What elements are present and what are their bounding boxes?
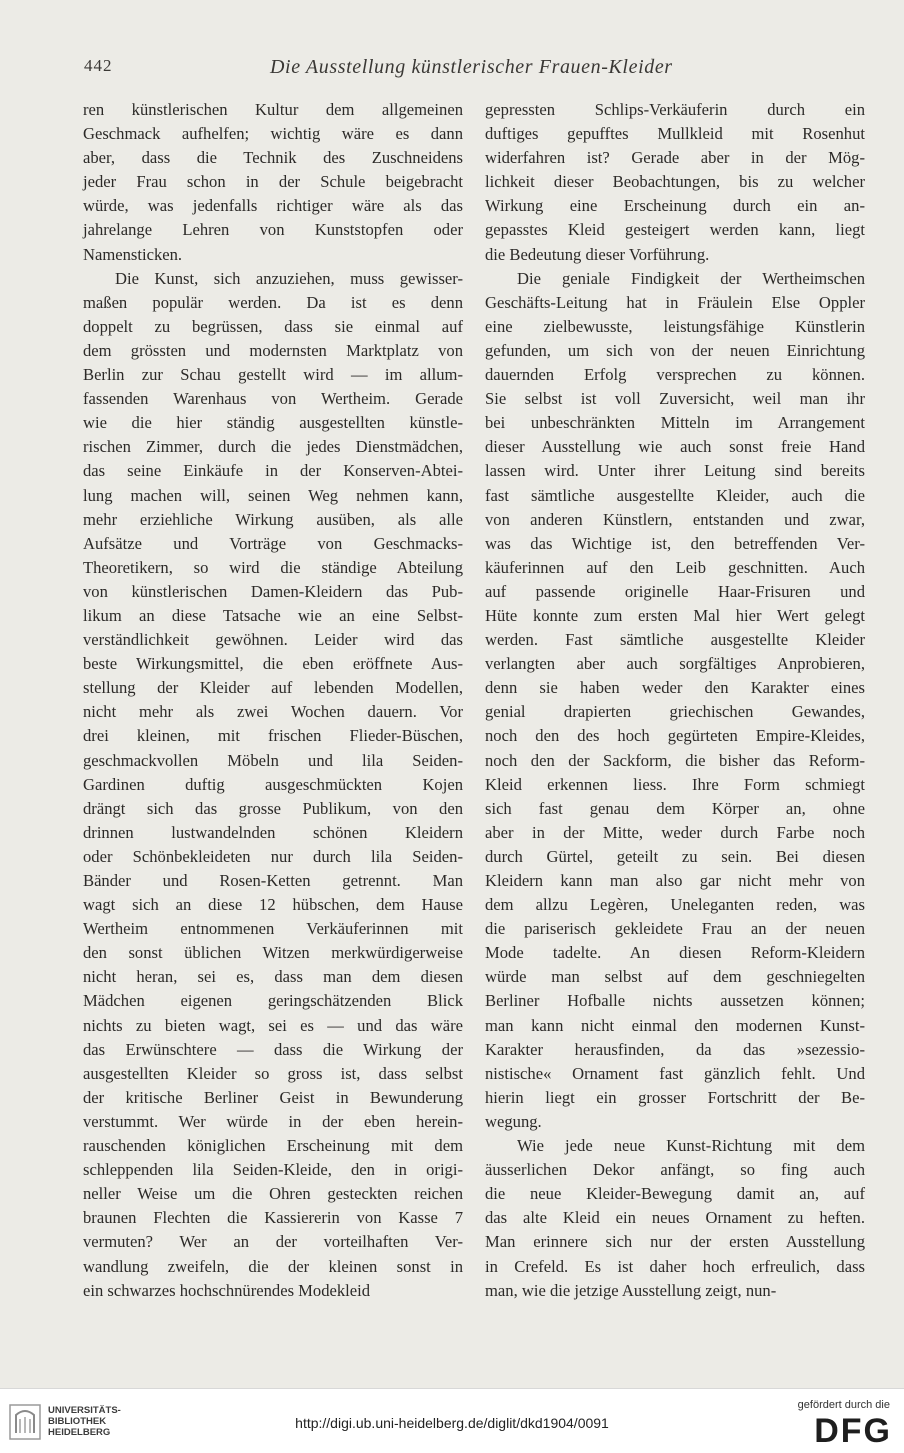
text-line: das seine Einkäufe in der Konserven-Abtei- bbox=[83, 461, 463, 481]
text-line: stellung der Kleider auf lebenden Modellen, bbox=[83, 678, 463, 698]
text-line: werden. Fast sämtliche ausgestellte Kleider bbox=[485, 630, 865, 650]
text-line: bei unbeschränkten Mitteln im Arrangement bbox=[485, 413, 865, 433]
text-line: in Crefeld. Es ist daher hoch erfreulich, dass bbox=[485, 1256, 865, 1276]
text-line: lichkeit dieser Beobachtungen, bis zu welcher bbox=[485, 172, 865, 192]
text-line: noch den der Sackform, die bisher das Reform- bbox=[485, 750, 865, 770]
library-name-line: UNIVERSITÄTS- bbox=[48, 1405, 121, 1416]
text-line: eine zielbewusste, leistungsfähige Künstlerin bbox=[485, 316, 865, 336]
text-line: noch den des hoch gegürteten Empire-Kleides, bbox=[485, 726, 865, 746]
text-line: dieser Ausstellung wie auch sonst freie Hand bbox=[485, 437, 865, 457]
text-line: Berlin zur Schau gestellt wird — im allum- bbox=[83, 365, 463, 385]
text-line: Man erinnere sich nur der ersten Ausstellung bbox=[485, 1232, 865, 1252]
text-line: die pariserisch gekleidete Frau an der neuen bbox=[485, 919, 865, 939]
text-line: dauernden Erfolg versprechen zu können. bbox=[485, 365, 865, 385]
text-line: gepasstes Kleid gesteigert werden kann, liegt bbox=[485, 220, 865, 240]
text-line: beste Wirkungsmittel, die eben eröffnete Aus- bbox=[83, 654, 463, 674]
text-line: dem grössten und modernsten Marktplatz von bbox=[83, 340, 463, 360]
text-line: ren künstlerischen Kultur dem allgemeinen bbox=[83, 100, 463, 119]
text-line: hierin liegt ein grosser Fortschritt der Be- bbox=[485, 1087, 865, 1107]
left-text-column bbox=[83, 98, 463, 1303]
text-line: genial drapierten griechischen Gewandes, bbox=[485, 702, 865, 722]
text-line: Bänder und Rosen-Ketten getrennt. Man bbox=[83, 871, 463, 890]
text-line: lassen wird. Unter ihrer Leitung sind bereits bbox=[485, 461, 865, 481]
text-line: nicht mehr als zwei Wochen dauern. Vor bbox=[83, 702, 463, 722]
text-line: Kleidern kann man also gar nicht mehr von bbox=[485, 871, 865, 890]
text-line: durch Gürtel, geteilt zu sein. Bei diesen bbox=[485, 846, 865, 866]
text-line: braunen Flechten die Kassiererin von Kasse 7 bbox=[83, 1208, 463, 1228]
text-line: Aufsätze und Vorträge von Geschmacks- bbox=[83, 533, 463, 553]
text-line: das Erwünschtere — dass die Wirkung der bbox=[83, 1039, 463, 1059]
text-line: die neue Kleider-Bewegung damit an, auf bbox=[485, 1184, 865, 1204]
text-line: Geschäfts-Leitung hat in Fräulein Else Oppler bbox=[485, 292, 865, 312]
text-line: dem allzu Legèren, Uneleganten reden, was bbox=[485, 895, 865, 915]
text-line: drinnen lustwandelnden schönen Kleidern bbox=[83, 822, 463, 842]
text-line: fast sämtliche ausgestellte Kleider, auch die bbox=[485, 485, 865, 505]
text-line: Hüte konnte zum ersten Mal hier Wert gelegt bbox=[485, 605, 865, 625]
text-line: rauschenden königlichen Erscheinung mit dem bbox=[83, 1136, 463, 1156]
permalink-url[interactable]: http://digi.ub.uni-heidelberg.de/diglit/dkd1904/0091 bbox=[295, 1415, 609, 1431]
text-line: oder Schönbekleideten nur durch lila Seiden- bbox=[83, 846, 463, 866]
funding-note: gefördert durch die bbox=[797, 1399, 890, 1411]
text-line: mehr erziehliche Wirkung ausüben, als alle bbox=[83, 509, 463, 529]
text-line: Wirkung eine Erscheinung durch ein an- bbox=[485, 196, 865, 216]
text-line: von anderen Künstlern, entstanden und zwar, bbox=[485, 509, 865, 529]
text-line: wie die hier ständig ausgestellten künstle- bbox=[83, 413, 463, 433]
text-line: maßen populär werden. Da ist es denn bbox=[83, 292, 463, 312]
text-line: das alte Kleid ein neues Ornament zu heften. bbox=[485, 1208, 865, 1228]
page-header bbox=[0, 56, 904, 84]
text-line: wandlung zweifeln, die der kleinen sonst in bbox=[83, 1256, 463, 1276]
text-line: man kann nicht einmal den modernen Kunst- bbox=[485, 1015, 865, 1035]
text-line: würde man selbst auf dem geschniegelten bbox=[485, 967, 865, 987]
text-line: auf passende originelle Haar-Frisuren und bbox=[485, 581, 865, 601]
text-line: drängt sich das grosse Publikum, von den bbox=[83, 798, 463, 818]
text-line: würde, was jedenfalls richtiger wäre als das bbox=[83, 196, 463, 216]
text-line: likum an diese Tatsache wie an eine Selbst- bbox=[83, 605, 463, 625]
text-line: wegung. bbox=[485, 1111, 542, 1131]
text-line: aber in der Mitte, weder durch Farbe noch bbox=[485, 822, 865, 842]
text-line: wagt sich an diese 12 hübschen, dem Hause bbox=[83, 895, 463, 915]
text-line: ein schwarzes hochschnürendes Modekleid bbox=[83, 1280, 371, 1300]
right-text-column bbox=[485, 98, 865, 1303]
text-line: Die geniale Findigkeit der Wertheimschen bbox=[517, 268, 865, 288]
text-line: drei kleinen, mit frischen Flieder-Büschen, bbox=[83, 726, 463, 746]
text-line: man, wie die jetzige Ausstellung zeigt, nun- bbox=[485, 1280, 777, 1300]
text-line: vermuten? Wer an der vorteilhaften Ver- bbox=[83, 1232, 463, 1252]
text-line: Wie jede neue Kunst-Richtung mit dem bbox=[517, 1136, 865, 1156]
text-line: die Bedeutung dieser Vorführung. bbox=[485, 244, 710, 264]
text-line: nistische« Ornament fast gänzlich fehlt. Und bbox=[485, 1063, 865, 1083]
text-line: Kleid erkennen liess. Ihre Form schmiegt bbox=[485, 774, 865, 794]
text-line: der kritische Berliner Geist in Bewunderung bbox=[83, 1087, 463, 1107]
library-name-line: HEIDELBERG bbox=[48, 1427, 111, 1438]
text-line: fassenden Warenhaus von Wertheim. Gerade bbox=[83, 389, 463, 409]
text-line: Karakter herausfinden, da das »sezessio- bbox=[485, 1039, 865, 1059]
text-line: Mädchen eigenen geringschätzenden Blick bbox=[83, 991, 463, 1011]
text-line: doppelt zu begrüssen, dass sie einmal auf bbox=[83, 316, 463, 336]
text-line: geschmackvollen Möbeln und lila Seiden- bbox=[83, 750, 463, 770]
text-line: gefunden, um sich von der neuen Einrichtung bbox=[485, 340, 865, 360]
page-number: 442 bbox=[84, 56, 113, 75]
text-line: Sie selbst ist voll Zuversicht, weil man ihr bbox=[485, 389, 865, 409]
text-line: Die Kunst, sich anzuziehen, muss gewisser- bbox=[115, 268, 463, 288]
text-line: neller Weise um die Ohren gesteckten reichen bbox=[83, 1184, 463, 1204]
text-line: von künstlerischen Damen-Kleidern das Pub- bbox=[83, 581, 463, 601]
text-line: rischen Zimmer, durch die jedes Dienstmädchen, bbox=[83, 437, 463, 457]
text-line: duftiges gepufftes Mullkleid mit Rosenhut bbox=[485, 124, 865, 144]
text-line: jahrelange Lehren von Kunststopfen oder bbox=[83, 220, 463, 240]
text-line: käuferinnen auf den Leib geschnitten. Auch bbox=[485, 557, 865, 577]
text-line: sich fast genau dem Körper an, ohne bbox=[485, 798, 865, 818]
text-line: verständlichkeit gewöhnen. Leider wird das bbox=[83, 630, 463, 650]
dfg-logo: DFG bbox=[814, 1412, 892, 1450]
library-name-line: BIBLIOTHEK bbox=[48, 1416, 107, 1427]
text-line: ausgestellten Kleider so gross ist, dass selbst bbox=[83, 1063, 463, 1083]
viewer-footer bbox=[0, 1388, 904, 1453]
text-line: Berliner Hofballe nichts aussetzen können; bbox=[485, 991, 865, 1011]
text-line: Gardinen duftig ausgeschmückten Kojen bbox=[83, 774, 463, 794]
text-line: denn sie haben weder den Karakter eines bbox=[485, 678, 865, 698]
text-line: lung machen will, seinen Weg nehmen kann, bbox=[83, 485, 463, 505]
text-line: Mode tadelte. An diesen Reform-Kleidern bbox=[485, 943, 865, 963]
text-line: Theoretikern, so wird die ständige Abteilung bbox=[83, 557, 463, 577]
text-line: jeder Frau schon in der Schule beigebracht bbox=[83, 172, 463, 192]
text-line: äusserlichen Dekor anfängt, so fing auch bbox=[485, 1160, 865, 1180]
text-line: schleppenden lila Seiden-Kleide, den in origi- bbox=[83, 1160, 463, 1180]
text-line: verstummt. Wer würde in der eben herein- bbox=[83, 1111, 463, 1131]
running-title: Die Ausstellung künstlerischer Frauen-Kleider bbox=[270, 56, 673, 78]
text-line: Geschmack aufhelfen; wichtig wäre es dann bbox=[83, 124, 463, 144]
text-line: den sonst üblichen Witzen merkwürdigerweise bbox=[83, 943, 463, 963]
text-line: Namensticken. bbox=[83, 244, 183, 264]
text-line: gepressten Schlips-Verkäuferin durch ein bbox=[485, 100, 865, 119]
text-line: nichts zu bieten wagt, sei es — und das wäre bbox=[83, 1015, 463, 1035]
text-line: Wertheim entnommenen Verkäuferinnen mit bbox=[83, 919, 463, 939]
text-line: widerfahren ist? Gerade aber in der Mög- bbox=[485, 148, 865, 168]
text-line: was das Wichtige ist, den betreffenden Ver- bbox=[485, 533, 865, 553]
text-line: nicht heran, sei es, dass man dem diesen bbox=[83, 967, 463, 987]
text-line: verlangten aber auch sorgfältiges Anprobieren, bbox=[485, 654, 865, 674]
text-line: aber, dass die Technik des Zuschneidens bbox=[83, 148, 463, 168]
